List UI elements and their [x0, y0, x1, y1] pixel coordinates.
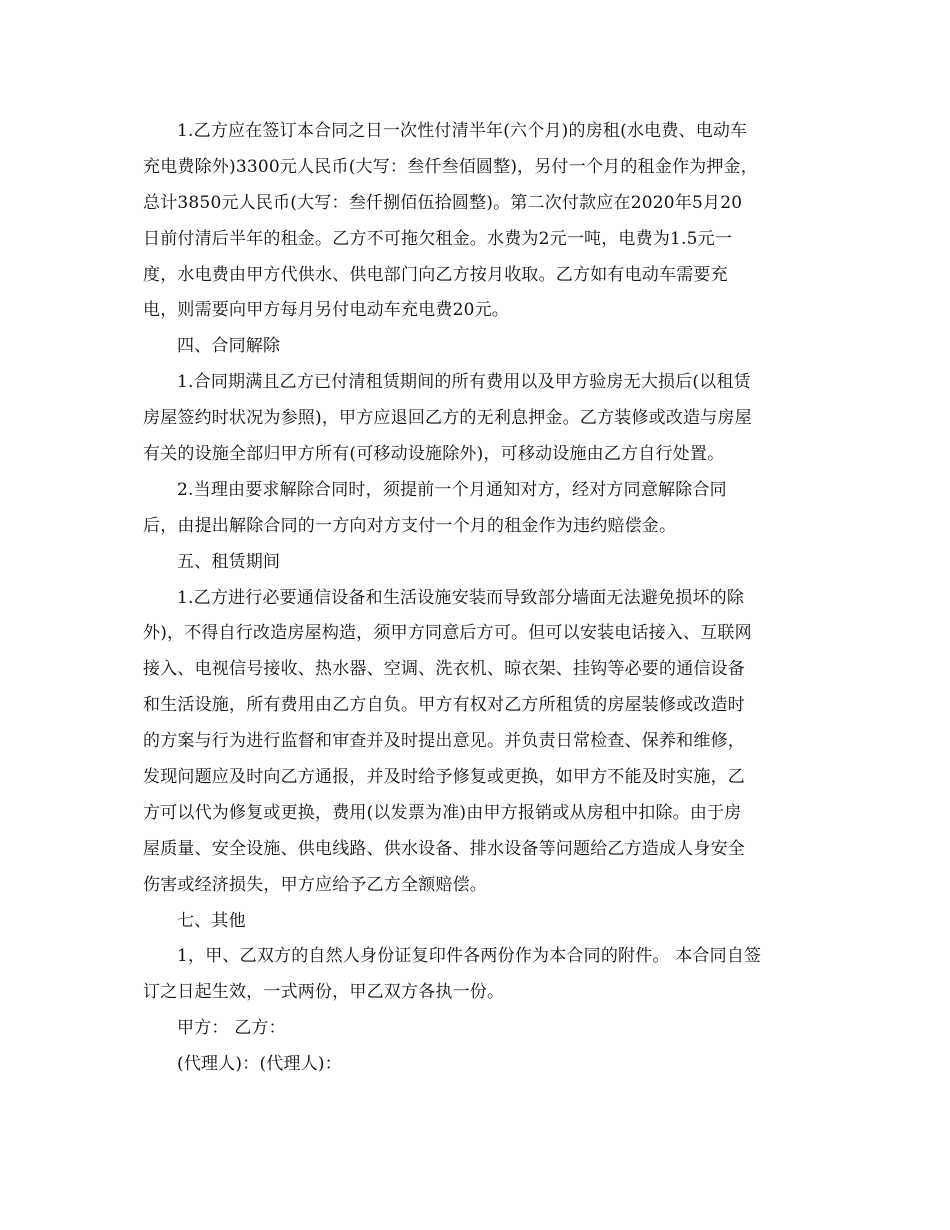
paragraph-payment	[143, 114, 803, 329]
text-line: (代理人)：(代理人)：	[177, 1054, 342, 1075]
text-line: 总计3850元人民币(大写：叁仟捌佰伍拾圆整)。第二次付款应在2020年5月20	[143, 192, 743, 213]
text-line: 有关的设施全部归甲方所有(可移动设施除外)，可移动设施由乙方自行处置。	[143, 444, 725, 465]
paragraph-section-5-heading	[143, 545, 803, 581]
text-line: 屋质量、安全设施、供电线路、供水设备、排水设备等问题给乙方造成人身安全	[143, 838, 745, 859]
paragraph-termination-2	[143, 473, 803, 545]
text-line: 日前付清后半年的租金。乙方不可拖欠租金。水费为2元一吨，电费为1.5元一	[143, 228, 733, 249]
text-line: 后，由提出解除合同的一方向对方支付一个月的租金作为违约赔偿金。	[143, 515, 677, 536]
paragraph-section-7-heading	[143, 904, 803, 940]
text-line: 伤害或经济损失，甲方应给予乙方全额赔偿。	[143, 874, 487, 895]
text-line: 度，水电费由甲方代供水、供电部门向乙方按月收取。乙方如有电动车需要充	[143, 264, 728, 285]
text-line: 2.当理由要求解除合同时，须提前一个月通知对方，经对方同意解除合同	[177, 479, 727, 500]
text-line: 外)，不得自行改造房屋构造，须甲方同意后方可。但可以安装电话接入、互联网	[143, 623, 752, 644]
text-line: 1.乙方进行必要通信设备和生活设施安装而导致部分墙面无法避免损坏的除	[177, 587, 745, 608]
paragraph-signature-agents	[143, 1047, 803, 1083]
paragraph-signature-parties	[143, 1011, 803, 1047]
text-line: 充电费除外)3300元人民币(大写：叁仟叁佰圆整)，另付一个月的租金作为押金，	[143, 156, 758, 177]
text-line: 1.乙方应在签订本合同之日一次性付清半年(六个月)的房租(水电费、电动车	[177, 121, 748, 141]
text-line: 和生活设施，所有费用由乙方自负。甲方有权对乙方所租赁的房屋装修或改造时	[143, 695, 745, 716]
text-line: 发现问题应及时向乙方通报，并及时给予修复或更换，如甲方不能及时实施，乙	[143, 767, 745, 788]
document-body	[143, 114, 803, 1083]
text-line: 电，则需要向甲方每月另付电动车充电费20元。	[143, 300, 510, 321]
text-line: 方可以代为修复或更换，费用(以发票为准)由甲方报销或从房租中扣除。由于房	[143, 802, 742, 823]
text-line: 四、合同解除	[177, 336, 281, 357]
paragraph-section-4-heading	[143, 329, 803, 365]
text-line: 五、租赁期间	[177, 551, 281, 572]
text-line: 1.合同期满且乙方已付清租赁期间的所有费用以及甲方验房无大损后(以租赁	[177, 372, 751, 393]
paragraph-other-1	[143, 939, 803, 1011]
text-line: 订之日起生效，一式两份，甲乙双方各执一份。	[143, 982, 505, 1003]
text-line: 的方案与行为进行监督和审查并及时提出意见。并负责日常检查、保养和维修，	[143, 731, 745, 752]
paragraph-termination-1	[143, 365, 803, 473]
text-line: 七、其他	[177, 910, 246, 931]
text-line: 房屋签约时状况为参照)，甲方应退回乙方的无利息押金。乙方装修或改造与房屋	[143, 408, 752, 429]
text-line: 接入、电视信号接收、热水器、空调、洗衣机、晾衣架、挂钩等必要的通信设备	[143, 659, 745, 680]
text-line: 1，甲、乙双方的自然人身份证复印件各两份作为本合同的附件。 本合同自签	[177, 946, 762, 967]
text-line: 甲方： 乙方：	[177, 1018, 286, 1039]
paragraph-lease-period-1	[143, 581, 803, 904]
